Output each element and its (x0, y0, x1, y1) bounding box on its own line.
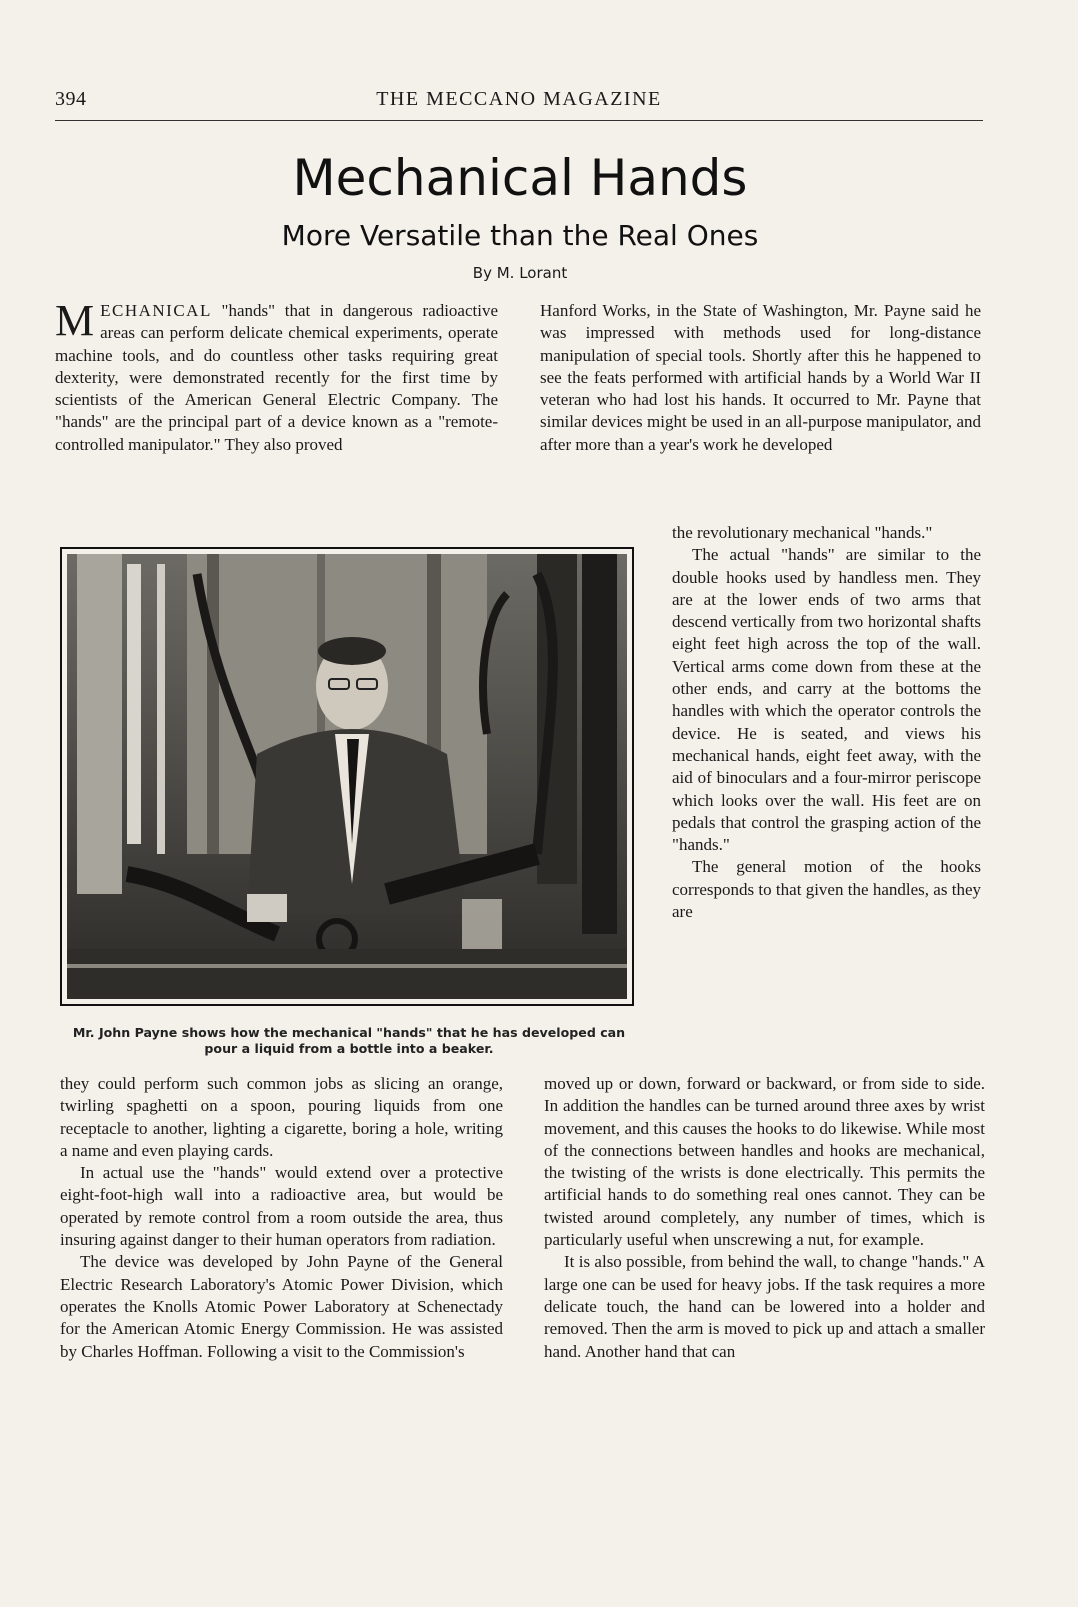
page-number: 394 (55, 88, 87, 110)
drop-cap: M (55, 296, 95, 345)
column-2-bottom (544, 1073, 985, 1363)
photo-caption: Mr. John Payne shows how the mechanical "hands" that he has developed can pour a liquid from a bottle into a beaker. (72, 1025, 626, 1056)
photograph-mechanical-hands (67, 554, 627, 999)
byline: By M. Lorant (472, 264, 568, 282)
column-2-beside-photo (672, 522, 981, 923)
column-2-beside-c: The general motion of the hooks corresponds to that given the handles, as they are (672, 857, 981, 922)
column-2-bottom-a: moved up or down, forward or backward, or from side to side. In addition the handles can be turned around three axes by wrist movement, and this causes the hooks to do likewise. While most of the connections between handles and hooks are mechanical, the twisting of the wrists is done electrically. This permits the artificial hands to do something real ones cannot. They can be twisted around completely, any number of times, which is particularly useful when unscrewing a nut, for example. (544, 1074, 985, 1250)
photograph-illustration (67, 554, 627, 999)
column-2-beside-b: The actual "hands" are similar to the double hooks used by handless men. They are at the lower ends of two arms that descend vertically from two horizontal shafts eight feet high across the top of the wall. Vertical arms come down from these at the other ends, and carry at the bottoms the handles with which the operator controls the device. He is seated, and views his mechanical hands, eight feet away, with the aid of binoculars and a four-mirror periscope which looks over the wall. His feet are on pedals that control the grasping action of the "hands." (672, 545, 981, 855)
column-2-bottom-b: It is also possible, from behind the wall, to change "hands." A large one can be used for heavy jobs. If the task requires a more delicate touch, the hand can be lowered into a holder and removed. Then the arm is moved to pick up and attach a smaller hand. Another hand that can (544, 1252, 985, 1361)
page-header (55, 86, 983, 121)
column-1-intro (55, 296, 498, 456)
article-subtitle: More Versatile than the Real Ones (281, 219, 759, 252)
intro-small-caps: ECHANICAL (100, 301, 212, 320)
column-2-top-text: Hanford Works, in the State of Washington, Mr. Payne said he was impressed with methods used for long-distance manipulation of special tools. Shortly after this he happened to see the feats performed with artificial hands by a World War II veteran who had lost his hands. It occurred to Mr. Payne that similar devices might be used in an all-purpose manipulator, and after more than a year's work he developed (540, 301, 981, 454)
column-1-bottom-a: they could perform such common jobs as slicing an orange, twirling spaghetti on a spoon, pouring liquids from one receptacle to another, lighting a cigarette, boring a hole, writing a name and even playing cards. (60, 1074, 503, 1160)
column-1-intro-text: "hands" that in dangerous radioactive areas can perform delicate chemical experiments, operate machine tools, and do countless other tasks requiring great dexterity, were demonstrated recently for the first time by scientists of the American General Electric Company. The "hands" are the principal part of a device known as a "remote-controlled manipulator." They also proved (55, 301, 498, 454)
column-1-bottom (60, 1073, 503, 1363)
running-head: THE MECCANO MAGAZINE (376, 88, 662, 110)
column-1-bottom-b: In actual use the "hands" would extend over a protective eight-foot-high wall into a radioactive area, but would be operated by remote control from a room outside the area, thus insuring against danger to their human operators from radiation. (60, 1163, 503, 1250)
column-2-beside-a: the revolutionary mechanical "hands." (672, 523, 933, 542)
article-title: Mechanical Hands (292, 149, 748, 207)
column-1-bottom-c: The device was developed by John Payne of the General Electric Research Laboratory's Atomic Power Division, which operates the Knolls Atomic Power Laboratory at Schenectady for the American Atomic Energy Commission. He was assisted by Charles Hoffman. Following a visit to the Commission's (60, 1252, 503, 1361)
photograph-frame (60, 547, 634, 1006)
column-2-top (540, 300, 981, 456)
